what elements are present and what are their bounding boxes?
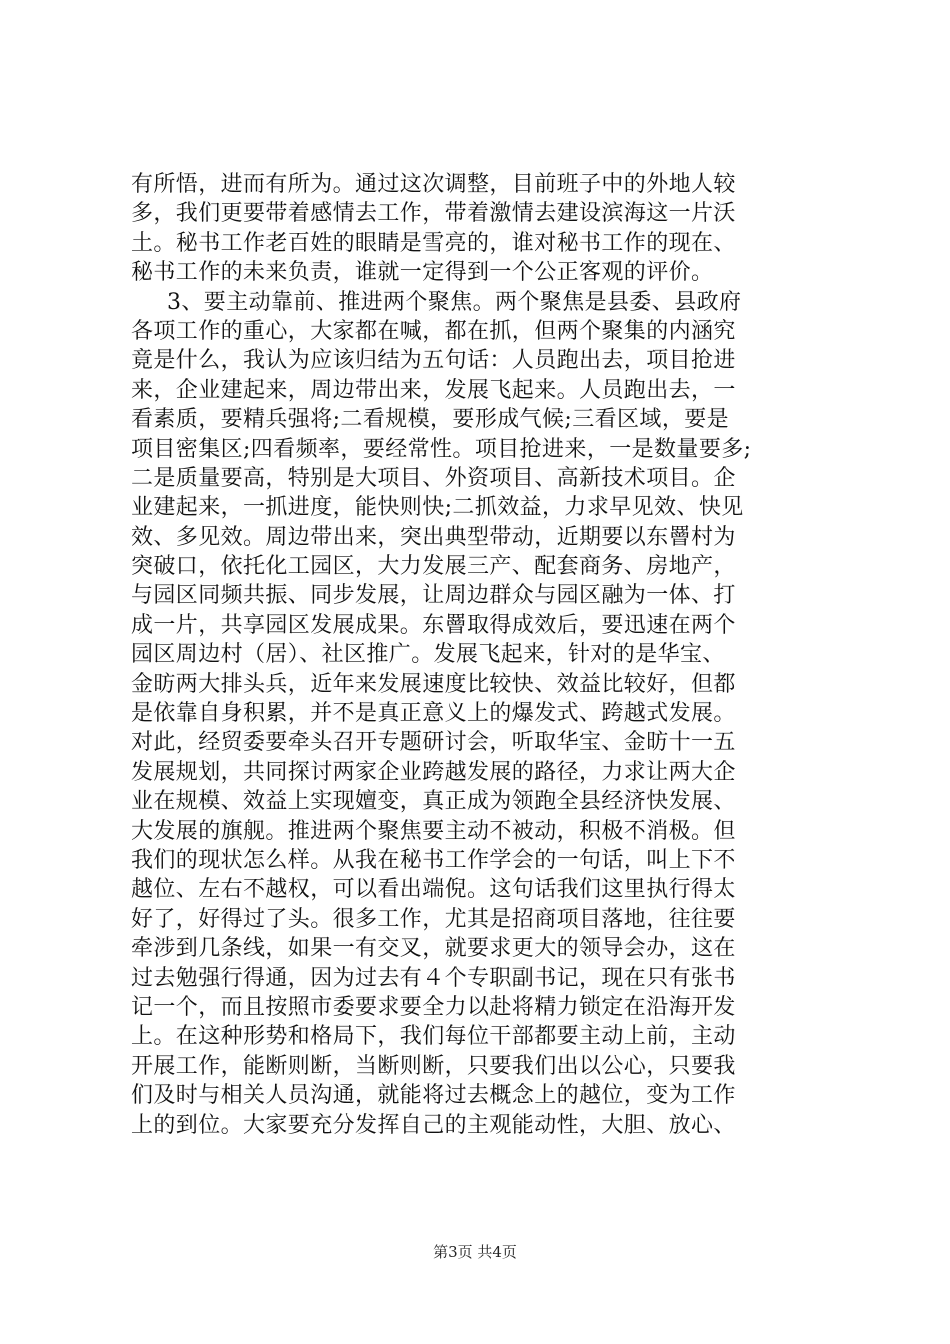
text-line-22: 业在规模、效益上实现嬗变，真正成为领跑全县经济快发展、 <box>131 789 736 815</box>
text-line-11: 二是质量要高，特别是大项目、外资项目、高新技术项目。企 <box>131 465 736 491</box>
text-line-23: 大发展的旗舰。推进两个聚焦要主动不被动，积极不消极。但 <box>131 818 736 844</box>
text-line-12: 业建起来，一抓进度，能快则快;二抓效益，力求早见效、快见 <box>131 495 744 521</box>
page-footer: 第3页 共4页 <box>433 1243 517 1261</box>
text-line-7: 竟是什么，我认为应该归结为五句话：人员跑出去，项目抢进 <box>131 348 736 374</box>
text-line-5: 3、要主动靠前、推进两个聚焦。两个聚焦是县委、县政府 <box>167 289 742 315</box>
text-line-27: 牵涉到几条线，如果一有交叉，就要求更大的领导会办，这在 <box>131 936 736 962</box>
text-line-25: 越位、左右不越权，可以看出端倪。这句话我们这里执行得太 <box>131 877 736 903</box>
text-line-8: 来，企业建起来，周边带出来，发展飞起来。人员跑出去，一 <box>131 377 736 403</box>
text-line-14: 突破口，依托化工园区，大力发展三产、配套商务、房地产， <box>131 554 736 580</box>
body-text <box>131 170 831 1140</box>
text-line-4: 秘书工作的未来负责，谁就一定得到一个公正客观的评价。 <box>131 260 714 286</box>
text-line-26: 好了，好得过了头。很多工作，尤其是招商项目落地，往往要 <box>131 906 736 932</box>
text-line-1: 有所悟，进而有所为。通过这次调整，目前班子中的外地人较 <box>131 172 736 197</box>
text-line-13: 效、多见效。周边带出来，突出典型带动，近期要以东罾村为 <box>131 524 736 550</box>
text-line-10: 项目密集区;四看频率，要经常性。项目抢进来，一是数量要多; <box>131 436 752 462</box>
text-line-30: 上。在这种形势和格局下，我们每位干部都要主动上前，主动 <box>131 1024 736 1050</box>
text-line-33: 上的到位。大家要充分发挥自己的主观能动性，大胆、放心、 <box>131 1112 736 1138</box>
text-line-24: 我们的现状怎么样。从我在秘书工作学会的一句话，叫上下不 <box>131 847 736 873</box>
text-line-16: 成一片，共享园区发展成果。东罾取得成效后，要迅速在两个 <box>131 612 736 638</box>
text-line-32: 们及时与相关人员沟通，就能将过去概念上的越位，变为工作 <box>131 1083 736 1109</box>
text-line-18: 金昉两大排头兵，近年来发展速度比较快、效益比较好，但都 <box>131 671 736 697</box>
text-line-6: 各项工作的重心，大家都在喊，都在抓，但两个聚集的内涵究 <box>131 318 736 344</box>
text-line-2: 多，我们更要带着感情去工作，带着激情去建设滨海这一片沃 <box>131 201 736 227</box>
text-line-15: 与园区同频共振、同步发展，让周边群众与园区融为一体、打 <box>131 583 736 609</box>
text-line-21: 发展规划，共同探讨两家企业跨越发展的路径，力求让两大企 <box>131 759 736 785</box>
text-line-29: 记一个，而且按照市委要求要全力以赴将精力锁定在沿海开发 <box>131 994 736 1020</box>
text-line-28: 过去勉强行得通，因为过去有４个专职副书记，现在只有张书 <box>131 965 736 991</box>
text-line-31: 开展工作，能断则断，当断则断，只要我们出以公心，只要我 <box>131 1053 736 1079</box>
text-line-3: 土。秘书工作老百姓的眼睛是雪亮的，谁对秘书工作的现在、 <box>131 230 736 256</box>
text-line-20: 对此，经贸委要牵头召开专题研讨会，听取华宝、金昉十一五 <box>131 730 736 756</box>
text-line-17: 园区周边村（居）、社区推广。发展飞起来，针对的是华宝、 <box>131 642 725 668</box>
text-line-9: 看素质，要精兵强将;二看规模，要形成气候;三看区域，要是 <box>131 407 730 433</box>
text-line-19: 是依靠自身积累，并不是真正意义上的爆发式、跨越式发展。 <box>131 701 736 727</box>
